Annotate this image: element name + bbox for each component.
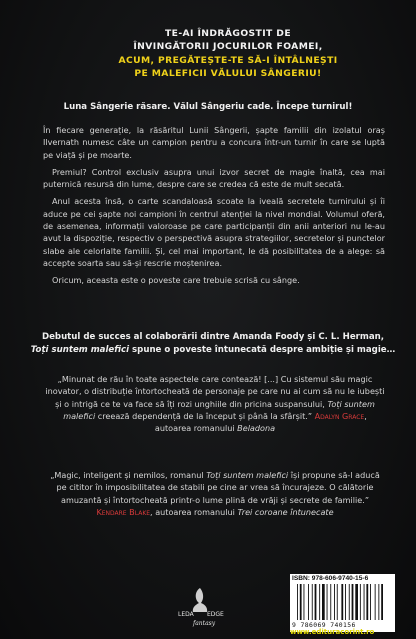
- book-title: Toți suntem malefici: [30, 345, 130, 355]
- debut-line-1: Debutul de succes al colaborării dintre Amanda Foody și C. L. Herman,: [41, 332, 385, 342]
- tagline-line-4: PE MALEFICII VĂLULUI SÂNGERIU!: [134, 67, 322, 79]
- quote-book-title: Toți suntem malefici: [206, 470, 289, 480]
- debut-line-2-rest: spune o poveste întunecată despre ambiție și magie…: [129, 345, 396, 355]
- tagline-line-2: ÎNVINGĂTORII JOCURILOR FOAMEI,: [133, 41, 323, 53]
- barcode-bar: [352, 584, 354, 620]
- tagline-line-1: TE-AI ÎNDRĂGOSTIT DE: [164, 28, 292, 39]
- isbn-box: [290, 574, 395, 632]
- barcode-bar: [330, 584, 331, 620]
- quote-text: „Magic, inteligent și nemilos, romanul: [50, 470, 207, 480]
- barcode-bar: [300, 584, 302, 620]
- debut-blurb: [20, 331, 406, 357]
- barcode-bar: [319, 584, 320, 620]
- debut-line-2: [20, 344, 406, 357]
- tagline: [52, 27, 404, 80]
- tagline-line-3: ACUM, PREGĂTEȘTE-TE SĂ-I ÎNTÂLNEȘTI: [118, 54, 338, 66]
- isbn-label: ISBN: 978-606-9740-15-6: [292, 575, 369, 582]
- barcode-bar: [381, 584, 383, 620]
- review-quote-2: [44, 469, 386, 518]
- synopsis-paragraph: Anul acesta însă, o carte scandaloasă scoate la iveală secretele turnirului și îi aduce pe cei șapte noi campioni în centrul atenției la nivel mondial. Volumul oferă, de asemenea, informații valoroase pe care participanții din anii anteriori nu le-au avut la dispoziție, respectiv o perspectivă asupra strategiilor, secretelor și punctelor slabe ale celorlalte familii. Și, cel mai important, le dă posibilitatea de a alege: să accepte soarta sau să-și rescrie moștenirea.: [43, 196, 385, 268]
- quote-author-role: , autoarea romanului: [150, 506, 238, 517]
- barcode-bar: [308, 584, 309, 620]
- barcode-bar: [304, 584, 305, 620]
- publisher-name-left: LEDA: [178, 611, 194, 618]
- quote-author: Adalyn Grace: [314, 410, 365, 421]
- barcode-bar: [334, 584, 335, 620]
- barcode-bar: [378, 584, 379, 620]
- intro-line: Luna Sângerie răsare. Vălul Sângeriu cade. Începe turnirul!: [63, 102, 353, 112]
- quote-text-end: creează dependență de la început și până la sfârșit.”: [95, 410, 313, 421]
- barcode-bar: [315, 584, 317, 620]
- publisher-imprint: fantasy: [193, 620, 216, 627]
- barcode-bar: [327, 584, 328, 620]
- publisher-website[interactable]: www.edituracorint.ro: [290, 628, 375, 636]
- barcode-bar: [349, 584, 350, 620]
- barcode-bar: [312, 584, 313, 620]
- quote-text: „Minunat de rău în toate aspectele care contează! [...] Cu sistemul său magic inovator, o distribuție întortocheată de personaje pe care nu ai cum să nu le iubești și o intrigă ce te va face să îți rozi unghiile din pricina suspansului,: [45, 374, 385, 409]
- barcode-bar: [370, 584, 371, 620]
- publisher-logo: [176, 584, 224, 628]
- review-quote-1: [44, 373, 386, 434]
- barcode-bar: [366, 584, 368, 620]
- swan-icon: [193, 588, 207, 612]
- synopsis: [43, 124, 385, 292]
- barcode-bar: [355, 584, 358, 620]
- barcode: [296, 584, 390, 620]
- barcode-digits: 9 786069 740156: [292, 621, 356, 629]
- publisher-name-right: EDGE: [207, 611, 224, 618]
- barcode-bar: [360, 584, 361, 620]
- barcode-bar: [341, 584, 343, 620]
- quote-text-end: își propune să-l aducă pe cititor în imposibilitatea de stabili pe cine ar vrea să încurajeze. O călătorie amuzantă și întortocheată printr-o lume plină de vrăji și secrete de familie.”: [56, 470, 380, 505]
- quote-author-book: Beladona: [237, 423, 276, 434]
- quote-author: Kendare Blake: [96, 506, 151, 517]
- synopsis-paragraph: În fiecare generație, la răsăritul Lunii Sângerii, șapte familii din izolatul oraș Ilvernath numesc câte un campion pentru a concura într-un turnir în care se luptă pe viață și pe moarte.: [43, 125, 385, 160]
- quote-author-role: , autoarea romanului: [154, 410, 367, 434]
- barcode-bar: [337, 584, 338, 620]
- quote-author-book: Trei coroane întunecate: [237, 506, 334, 517]
- quote-book-title: Toți suntem malefici: [63, 398, 375, 421]
- barcode-bar: [322, 584, 325, 620]
- barcode-bar: [345, 584, 346, 620]
- synopsis-paragraph: Oricum, aceasta este o poveste care trebuie scrisă cu sânge.: [52, 275, 300, 286]
- barcode-bar: [375, 584, 376, 620]
- synopsis-paragraph: Premiul? Control exclusiv asupra unui izvor secret de magie înaltă, cea mai puternică resursă din lume, despre care se credea că este de mult secată.: [43, 166, 385, 190]
- barcode-bar: [364, 584, 365, 620]
- barcode-bar: [297, 584, 298, 620]
